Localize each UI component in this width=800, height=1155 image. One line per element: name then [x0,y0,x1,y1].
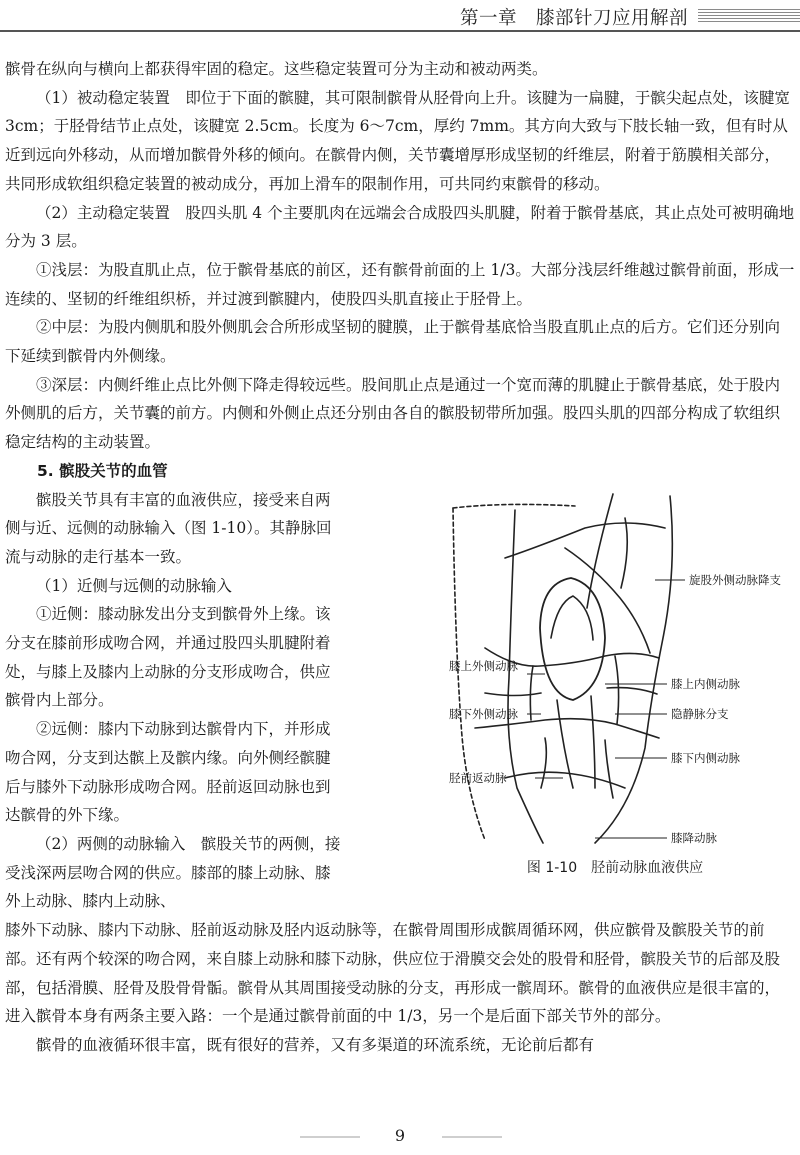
label-anterior-tibial-recurrent: 胫前返动脉 [449,770,507,785]
header-ornament [698,9,800,23]
paragraph: ③深层：内侧纤维止点比外侧下降走得较远些。股间肌止点是通过一个宽而薄的肌腱止于髌骨基底，处于股内外侧肌的后方，关节囊的前方。内侧和外侧止点还分别由各自的髌股韧带所加强。股四头肌的四部分构成了软组织稳定结构的主动装置。 [5,375,781,452]
paragraph: 髌骨的血液循环很丰富，既有很好的营养，又有多渠道的环流系统，无论前后都有 [36,1035,595,1054]
knee-artery-illustration [445,488,785,850]
figure-caption: 图 1-10 胫前动脉血液供应 [526,859,704,876]
paragraph: ②中层：为股内侧肌和股外侧肌会合所形成坚韧的腱膜，止于髌骨基底恰当股直肌止点的后方。它们还分别向下延续到髌骨内外侧缘。 [5,318,781,366]
paragraph: 髌股关节具有丰富的血液供应，接受来自两侧与近、远侧的动脉输入（图 1-10）。其静脉回流与动脉的走行基本一致。 [5,490,332,566]
label-circumflex-femoral-descending: 旋股外侧动脉降支 [689,572,781,587]
paragraph: ②远侧：膝内下动脉到达髌骨内下，并形成吻合网，分支到达髌上及髌内缘。向外侧经髌腱后与膝外下动脉形成吻合网。胫前返回动脉也到达髌骨的外下缘。 [5,720,331,825]
label-descending-genicular: 膝降动脉 [671,830,717,845]
label-superior-medial-genicular: 膝上内侧动脉 [671,676,740,691]
footer-ornament-right [442,1136,502,1138]
page-number: 9 [394,1126,406,1145]
page-body [5,55,795,1060]
figure-wrap-area [5,486,795,917]
section-heading: 5. 髌股关节的血管 [37,461,168,480]
paragraph: ①近侧：膝动脉发出分支到髌骨外上缘。该分支在膝前形成吻合网，并通过股四头肌腱附着处，与膝上及膝内上动脉的分支形成吻合，供应髌骨内上部分。 [5,605,331,710]
header-rule [0,30,800,32]
page-footer [0,1122,800,1152]
chapter-title: 第一章 膝部针刀应用解剖 [459,8,688,29]
paragraph: ①浅层：为股直肌止点，位于髌骨基底的前区，还有髌骨前面的上 1/3。大部分浅层纤维越过髌骨前面，形成一连续的、坚韧的纤维组织桥，并过渡到髌腱内，使股四头肌直接止于胫骨上。 [5,260,795,308]
label-saphenous-branch: 隐静脉分支 [671,706,729,721]
label-superior-lateral-genicular: 膝上外侧动脉 [449,658,518,673]
label-inferior-lateral-genicular: 膝下外侧动脉 [449,706,518,721]
paragraph: 髌骨在纵向与横向上都获得牢固的稳定。这些稳定装置可分为主动和被动两类。 [5,60,548,78]
wrapped-text-column [5,486,341,917]
paragraph: 膝外下动脉、膝内下动脉、胫前返动脉及胫内返动脉等，在髌骨周围形成髌周循环网，供应髌骨及髌股关节的前部。还有两个较深的吻合网，来自膝上动脉和膝下动脉，供应位于滑膜交会处的股骨和胫骨，髌股关节的后部及股部，包括滑膜、胫骨及股骨骨骺。髌骨从其周围接受动脉的分支，再形成一髌周环。髌骨的血液供应是很丰富的，进入髌骨本身有两条主要入路：一个是通过髌骨前面的中 1/3，另一个是后面下部关节外的部分。 [5,921,781,1026]
paragraph: （1）被动稳定装置 即位于下面的髌腱，其可限制髌骨从胫骨向上升。该腱为一扁腱，于髌尖起点处，该腱宽 3cm；于胫骨结节止点处，该腱宽 2.5cm。长度为 6～7cm，厚约 7mm。其方向大致与下肢长轴一致，但有时从近到远向外移动，从而增加髌骨外移的倾向。在髌骨内侧，关节囊增厚形成坚韧的纤维层，附着于筋膜相关部分，共同形成软组织稳定装置的被动成分，再加上滑车的限制作用，可共同约束髌骨的移动。 [5,88,790,193]
figure-1-10 [445,488,785,888]
page-header [0,0,800,34]
label-inferior-medial-genicular: 膝下内侧动脉 [671,750,740,765]
paragraph: （2）主动稳定装置 股四头肌 4 个主要肌肉在远端会合成股四头肌腱，附着于髌骨基底，其止点处可被明确地分为 3 层。 [5,203,795,251]
paragraph: （2）两侧的动脉输入 髌股关节的两侧，接受浅深两层吻合网的供应。膝部的膝上动脉、膝外上动脉、膝内上动脉、 [5,834,341,911]
paragraph: （1）近侧与远侧的动脉输入 [36,576,232,595]
